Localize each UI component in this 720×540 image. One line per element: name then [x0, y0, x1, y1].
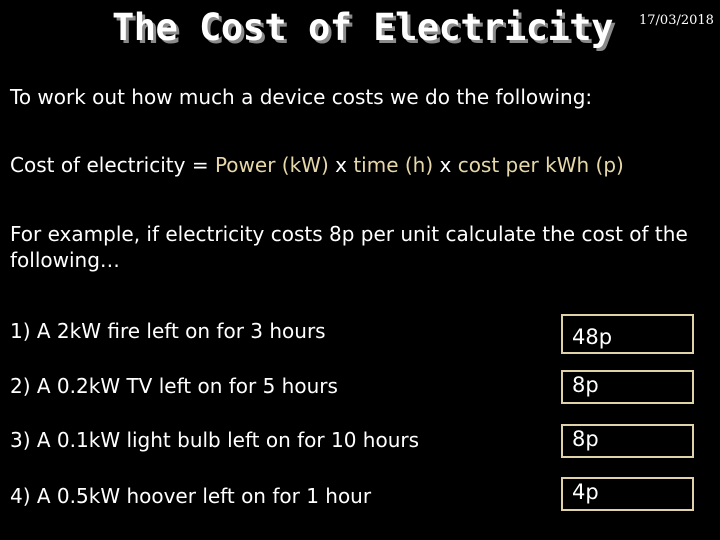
slide-date: 17/03/2018 [639, 13, 714, 28]
formula-power: Power (kW) [214, 153, 329, 177]
formula-time: time (h) [353, 153, 434, 177]
formula-text [10, 152, 624, 178]
formula-times-2: x [433, 153, 458, 177]
formula-lead: Cost of electricity = [10, 153, 215, 177]
question-2: 2) A 0.2kW TV left on for 5 hours [10, 374, 338, 398]
answer-box-3: 8p [561, 424, 694, 458]
question-3: 3) A 0.1kW light bulb left on for 10 hours [10, 428, 420, 452]
answer-box-2: 8p [561, 370, 694, 404]
example-text: For example, if electricity costs 8p per unit calculate the cost of the following… [10, 222, 688, 272]
intro-text: To work out how much a device costs we do the following: [10, 85, 593, 109]
formula-times-1: x [328, 153, 354, 177]
answer-box-1: 48p [561, 314, 694, 354]
answer-box-4: 4p [561, 477, 694, 511]
slide-title: The Cost of Electricity [112, 6, 613, 49]
formula-cost: cost per kWh (p) [457, 153, 624, 177]
question-4: 4) A 0.5kW hoover left on for 1 hour [10, 484, 372, 508]
question-1: 1) A 2kW fire left on for 3 hours [10, 319, 326, 343]
